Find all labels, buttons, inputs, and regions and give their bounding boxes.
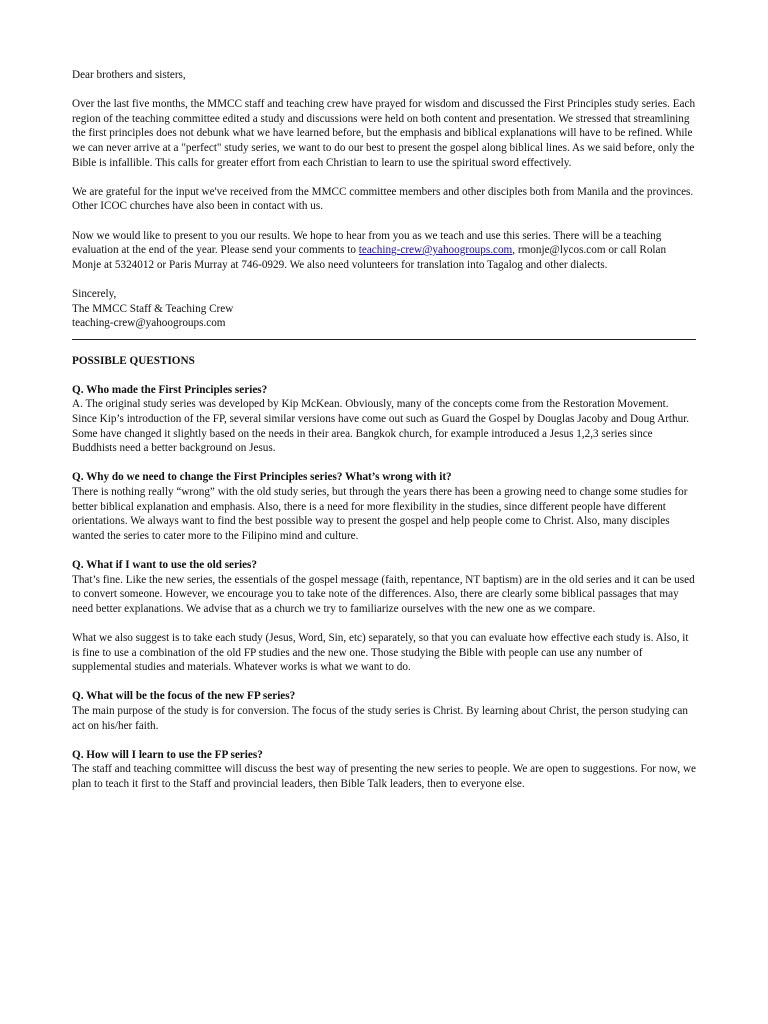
question-2: Q. Why do we need to change the First Principles series? What’s wrong with it? — [72, 471, 452, 484]
closing: Sincerely, — [72, 287, 117, 300]
question-1: Q. Who made the First Principles series? — [72, 383, 268, 396]
section-title: POSSIBLE QUESTIONS — [72, 354, 195, 367]
question-3: Q. What if I want to use the old series? — [72, 559, 258, 571]
paragraph-3-text-end: , rmonje@lycos.com or call Rolan Monje at 5324012 or Paris Murray at 746-0929. We also need volunteers for translation into Tagalog and other dialects. — [72, 244, 667, 271]
letter-paragraph-3 — [72, 229, 696, 273]
question-4: Q. What will be the focus of the new FP series? — [72, 690, 296, 703]
letter-paragraph-2: We are grateful for the input we've received from the MMCC committee members and other disciples both from Manila and the provinces. Other ICOC churches have also been in contact with us. — [72, 185, 694, 213]
question-5: Q. How will I learn to use the FP series? — [72, 748, 263, 761]
salutation: Dear brothers and sisters, — [72, 69, 186, 81]
teaching-crew-email-link[interactable]: teaching-crew@yahoogroups.com — [358, 244, 513, 257]
signature-email: teaching-crew@yahoogroups.com — [72, 317, 226, 330]
answer-5: The staff and teaching committee will discuss the best way of presenting the new series to people. We are open to suggestions. For now, we plan to teach it first to the Staff and provincial leaders, then Bible Talk leaders, then to everyone else. — [72, 763, 696, 790]
letter-paragraph-1: Over the last five months, the MMCC staff and teaching crew have prayed for wisdom and discussed the First Principles study series. Each region of the teaching committee edited a study and discussions were held on both content and presentation. We stressed that streamlining the first principles does not debunk what we have learned before, but the emphasis and biblical explanations will have to be refined. While we can never arrive at a "perfect" study series, we want to do our best to present the gospel along biblical lines. As we said before, only the Bible is infallible. This calls for greater effort from each Christian to learn to use the spiritual sword effectively. — [72, 98, 696, 169]
answer-4: The main purpose of the study is for conversion. The focus of the study series is Christ. By learning about Christ, the person studying can act on his/her faith. — [72, 704, 688, 732]
answer-3a: That’s fine. Like the new series, the essentials of the gospel message (faith, repentance, NT baptism) are in the old series and it can be used to convert someone. However, we encourage you to take note of the differences. Also, there are clearly some biblical passages that may need better explanations. We advise that as a church we try to familiarize ourselves with the new one as we compare. — [72, 573, 695, 615]
answer-3b: What we also suggest is to take each study (Jesus, Word, Sin, etc) separately, so that you can evaluate how effective each study is. Also, it is fine to use a combination of the old FP studies and the new one. Those studying the Bible with people can use any number of supplemental studies and materials. Whatever works is what we want to do. — [72, 631, 689, 674]
section-divider — [72, 339, 696, 340]
answer-1: A. The original study series was developed by Kip McKean. Obviously, many of the concepts come from the Restoration Movement. Since Kip’s introduction of the FP, several similar versions have come out such as Guard the Gospel by Douglas Jacoby and Doug Arthur. Some have changed it slightly based on the needs in their area. Bangkok church, for example introduced a Jesus 1,2,3 series since Buddhists need a better background on Jesus. — [72, 398, 690, 455]
signature: The MMCC Staff & Teaching Crew — [72, 302, 234, 315]
answer-2: There is nothing really “wrong” with the old study series, but through the years there has been a growing need to change some studies for better biblical explanation and emphasis. Also, there is a need for more flexibility in the studies, since different people have different orientations. We always want to find the best possible way to present the gospel and help people come to Christ. Also, many disciples wanted the series to cater more to the Filipino mind and culture. — [72, 486, 688, 542]
paragraph-3-text-start: Now we would like to present to you our results. We hope to hear from you as we teach and use this series. There will be a teaching evaluation at the end of the year. Please send your comments to — [72, 229, 662, 257]
